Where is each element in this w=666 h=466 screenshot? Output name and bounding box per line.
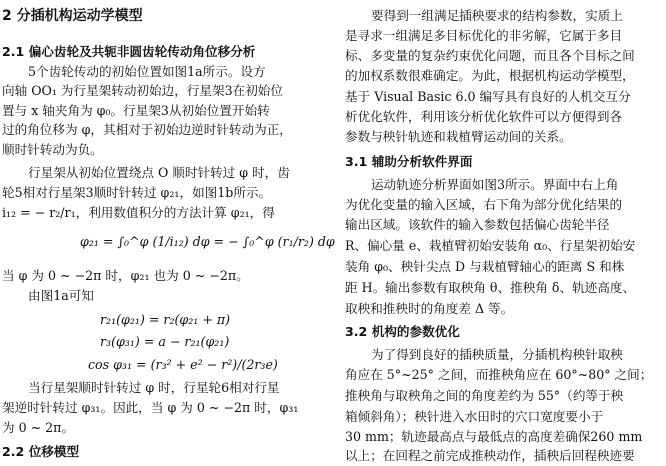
body-line: 向轴 OO₁ 为行星架转动初始边，行星架3在初始位 (2, 83, 283, 98)
body-line: 标、多变量的复杂约束优化问题，而且各个目标之间 (345, 48, 635, 63)
body-line: 角应在 5°~25° 之间，而推秧角应在 60°~80° 之间； (345, 367, 653, 382)
body-line: 装角 φ₀、秧针尖点 D 与栽植臂轴心的距离 S 和株 (345, 259, 625, 274)
body-line: 箱倾斜角）；秧针进入水田时的穴口宽度要小于 (345, 409, 604, 424)
body-line: 取秧和推秧时的角度差 Δ 等。 (345, 301, 514, 316)
body-line: 析优化软件，利用该分析优化软件可以方便得到各 (345, 109, 623, 124)
body-line: 推秧角与取秧角之间的角度差约为 55°（约等于秧 (345, 388, 624, 403)
body-line: 架逆时针转过 φ₃₁。因此，当 φ 为 0 ~ −2π 时，φ₃₁ (2, 400, 299, 415)
body-line: 是寻求一组满足多目标优化的非劣解，它属于多目 (345, 28, 623, 43)
body-line: 基于 Visual Basic 6.0 编写具有良好的人机交互分 (345, 89, 631, 104)
equation-r21: r₂₁(φ₂₁) = r₂(φ₂₁ + π) (100, 312, 231, 327)
body-line: 行星架从初始位置绕点 O 顺时针转过 φ 时，齿 (28, 165, 290, 180)
section-heading: 2 分插机构运动学模型 (2, 8, 143, 24)
equation-r3: r₃(φ₃₁) = a − r₂₁(φ₂₁) (100, 334, 230, 349)
body-line: 距 H。输出参数有取秧角 θ、推秧角 δ、轨迹高度、 (345, 280, 636, 295)
body-line: 运动轨迹分析界面如图3所示。界面中右上角 (371, 177, 619, 192)
body-line: 的加权系数很难确定。为此，根据机构运动学模型， (345, 68, 635, 83)
body-line: R、偏心量 e、栽植臂初始安装角 α₀、行星架初始安 (345, 238, 636, 253)
body-line: 置与 x 轴夹角为 φ₀。行星架3从初始位置开始转 (2, 103, 270, 118)
subsection-heading-3-2: 3.2 机构的参数优化 (345, 324, 460, 339)
subsection-heading-2-1: 2.1 偏心齿轮及共轭非圆齿轮传动角位移分析 (2, 44, 256, 59)
body-line: 以上；在回程之前完成推秧动作，插秧后回程秧迹要 (345, 448, 635, 463)
body-line: 输出区域。该软件的输入参数包括偏心齿轮半径 (345, 217, 610, 232)
body-line: i₁₂ = − r₂/r₁，利用数值积分的方法计算 φ₂₁，得 (2, 205, 275, 220)
equation-phi21: φ₂₁ = ∫₀^φ (1/i₁₂) dφ = − ∫₀^φ (r₁/r₂) dφ (80, 234, 335, 249)
body-line: 要得到一组满足插秧要求的结构参数，实质上 (371, 8, 623, 23)
body-line: 5个齿轮传动的初始位置如图1a所示。设方 (28, 64, 266, 79)
body-line: 顺时针转动为负。 (2, 142, 103, 157)
body-line: 过的角位移为 φ，其相对于初始边逆时针转动为正， (2, 122, 292, 137)
body-line: 30 mm；轨迹最高点与最低点的高度差确保260 mm (345, 429, 643, 444)
body-line: 参数与秧针轨迹和栽植臂运动间的关系。 (345, 129, 572, 144)
body-line: 由图1a可知 (28, 288, 94, 303)
equation-cos-phi31: cos φ₃₁ = (r₃² + e² − r²)/(2r₃e) (88, 357, 278, 372)
body-line: 当 φ 为 0 ~ −2π 时，φ₂₁ 也为 0 ~ −2π。 (2, 268, 249, 283)
subsection-heading-2-2: 2.2 位移模型 (2, 444, 80, 459)
body-line: 轮5相对行星架3顺时针转过 φ₂₁，如图1b所示。 (2, 185, 272, 200)
subsection-heading-3-1: 3.1 辅助分析软件界面 (345, 154, 473, 169)
body-line: 为 0 ~ 2π。 (2, 420, 75, 435)
body-line: 为了得到良好的插秧质量，分插机构秧针取秧 (371, 347, 623, 362)
body-line: 为优化变量的输入区域，右下角为部分优化结果的 (345, 197, 623, 212)
body-line: 当行星架顺时针转过 φ 时，行星轮6相对行星 (28, 380, 280, 395)
